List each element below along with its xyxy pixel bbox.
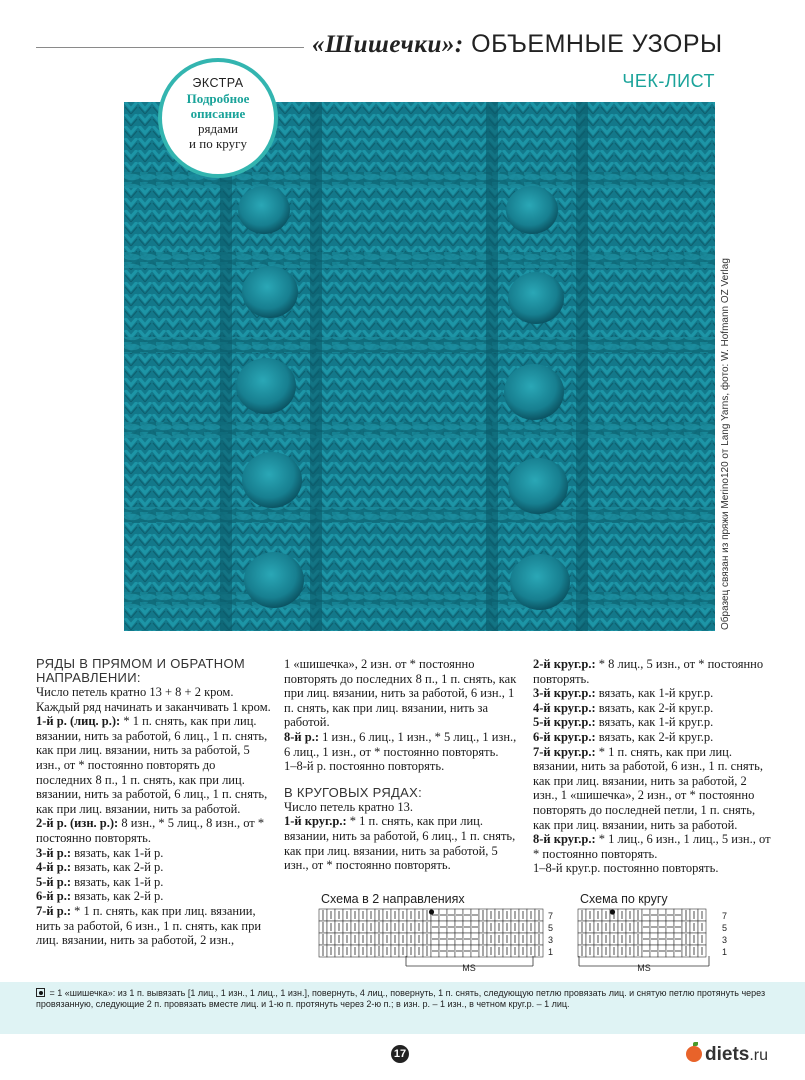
- flat-chart-bobble-symbol: [429, 909, 434, 914]
- row-5-label: 5-й р.:: [36, 874, 71, 889]
- round-7-label: 7-й круг.р.:: [533, 744, 596, 759]
- round-chart: [577, 908, 742, 972]
- knitting-sample-photo: [124, 102, 715, 631]
- round-8-text: * 1 лиц., 6 изн., 1 лиц., 5 изн., от * постоянно повторять.: [533, 832, 771, 861]
- round-5-text: вязать, как 1-й круг.р.: [595, 715, 714, 730]
- page-title-rest: ОБЪЕМНЫЕ УЗОРЫ: [471, 30, 723, 58]
- round-1-instruction: [284, 814, 520, 872]
- row-1-instruction: [36, 714, 274, 816]
- round-3-text: вязать, как 1-й круг.р.: [595, 686, 714, 701]
- instructions-column-2: [284, 657, 520, 873]
- row-6-label: 6-й р.:: [36, 889, 71, 904]
- round-8-label: 8-й круг.р.:: [533, 832, 596, 847]
- round-8-instruction: [533, 832, 773, 861]
- row-7-instruction: [36, 904, 274, 948]
- round-chart-title: Схема по кругу: [580, 892, 668, 906]
- round-5-instruction: [533, 715, 773, 730]
- round-2-label: 2-й круг.р.:: [533, 657, 596, 671]
- round-chart-cells: [578, 909, 706, 957]
- row-1-text: * 1 п. снять, как при лиц. вязании, нить за работой, 6 лиц., 1 п. снять, как при лиц. вязании, нить за работой, 5 изн., от * постоянно повторять до последних 8 п., 1 п. снять, как при лиц. вязании, нить за работой, 6 лиц., 1 п. снять, как при лиц. вязании, нить за работой.: [36, 714, 268, 816]
- row-8-text: 1 изн., 6 лиц., 1 изн., * 5 лиц., 1 изн., 6 лиц., 1 изн., от * постоянно повторять.: [284, 729, 517, 759]
- row-3-text: вязать, как 1-й р.: [70, 845, 164, 860]
- round-7-instruction: [533, 745, 773, 833]
- row-2-instruction: [36, 816, 274, 845]
- row-6-instruction: [36, 889, 274, 904]
- row-4-label: 4-й р.:: [36, 860, 71, 875]
- page-title-pattern-name: «Шишечки»:: [312, 31, 464, 58]
- round-chart-row-5: 5: [722, 923, 728, 933]
- checklist-label: ЧЕК-ЛИСТ: [622, 71, 715, 91]
- row-3-instruction: [36, 846, 274, 861]
- page-title: [312, 30, 723, 59]
- badge-line-1: Подробное: [186, 91, 250, 106]
- row-7-text: * 1 п. снять, как при лиц. вязании, нить за работой, 6 изн., 1 п. снять, как при лиц. вязании, нить за работой, 2 изн.,: [36, 903, 262, 948]
- row-7-label: 7-й р.:: [36, 903, 71, 918]
- round-6-text: вязать, как 2-й круг.р.: [595, 729, 714, 744]
- round-4-label: 4-й круг.р.:: [533, 700, 596, 715]
- section-gap: [284, 774, 520, 786]
- row-2-label: 2-й р. (изн. р.):: [36, 816, 119, 831]
- badge-line-3: рядами: [197, 121, 239, 136]
- round-2-instruction: [533, 657, 773, 686]
- round-1-label: 1-й круг.р.:: [284, 814, 347, 829]
- badge-extra-label: ЭКСТРА: [192, 76, 244, 90]
- round-7-text: * 1 п. снять, как при лиц. вязании, нить за работой, 6 изн., 1 п. снять, как при лиц. вязании, нить за работой, 2 изн., 1 «шишечка», 2 изн., от * постоянно повторять до последней петли, 1 п. снять, как при лиц. вязании, нить за работой.: [533, 744, 763, 832]
- round-chart-ms-label: MS: [637, 963, 651, 972]
- row-2-text: 8 изн., * 5 лиц., 8 изн., от * постоянно повторять.: [36, 816, 265, 845]
- round-3-instruction: [533, 686, 773, 701]
- site-name: diets: [705, 1044, 750, 1065]
- flat-chart-row-7: 7: [548, 911, 554, 921]
- flat-chart-title: Схема в 2 направлениях: [321, 892, 465, 906]
- flat-chart-row-3: 3: [548, 935, 554, 945]
- site-domain: .ru: [749, 1047, 769, 1064]
- page-number: 17: [391, 1045, 409, 1063]
- row-7-continuation: 1 «шишечка», 2 изн. от * постоянно повторять до последних 8 п., 1 п. снять, как при лиц. вязании, нить за работой, 6 изн., 1 п. снять, как при лиц. вязании, нить за работой.: [284, 657, 517, 730]
- bobble-symbol-icon: [36, 988, 45, 997]
- flat-chart-cells: [319, 909, 543, 957]
- row-1-label: 1-й р. (лиц. р.):: [36, 714, 121, 729]
- round-2-text: * 8 лиц., 5 изн., от * постоянно повторять.: [533, 657, 764, 686]
- bobble-legend: [36, 988, 776, 1009]
- flat-rows-heading-line-2: НАПРАВЛЕНИИ:: [36, 670, 141, 685]
- round-3-label: 3-й круг.р.:: [533, 686, 596, 701]
- header-rule: [36, 47, 304, 48]
- badge-line-4: и по кругу: [189, 136, 247, 151]
- row-5-text: вязать, как 1-й р.: [70, 874, 164, 889]
- round-chart-grid: [577, 908, 742, 972]
- row-3-label: 3-й р.:: [36, 845, 71, 860]
- extra-badge: [158, 58, 278, 178]
- flat-chart-ms-label: MS: [462, 963, 476, 972]
- row-6-text: вязать, как 2-й р.: [70, 889, 164, 904]
- row-4-text: вязать, как 2-й р.: [70, 860, 164, 875]
- flat-chart: [318, 908, 563, 972]
- row-4-instruction: [36, 860, 274, 875]
- flat-chart-row-1: 1: [548, 947, 554, 957]
- apple-icon: [686, 1046, 702, 1062]
- flat-chart-row-5: 5: [548, 923, 554, 933]
- flat-repeat-note: 1–8-й р. постоянно повторять.: [284, 759, 445, 774]
- round-5-label: 5-й круг.р.:: [533, 715, 596, 730]
- bobble-legend-text: = 1 «шишечка»: из 1 п. вывязать [1 лиц., 1 изн., 1 лиц., 1 изн.], повернуть, 4 лиц., повернуть, 1 п. снять, следующую петлю провязать лиц. и снятую петлю протянуть через провязанную, следующие 2 п. провязать вместе лиц. и 1-ю п. протянуть через 2-ю п.; в изн. р. – 1 изн., в четном круг.р. – 1 лиц.: [36, 988, 766, 1009]
- round-intro: Число петель кратно 13.: [284, 799, 413, 814]
- flat-chart-grid: [318, 908, 563, 972]
- instructions-column-3: [533, 657, 773, 876]
- round-4-text: вязать, как 2-й круг.р.: [595, 700, 714, 715]
- photo-credit-text: Образец связан из пряжи Merino120 от Lang Yarns, фото: W. Hofmann OZ Verlag: [720, 258, 731, 630]
- knit-texture: [124, 102, 715, 631]
- flat-rows-heading-line-1: РЯДЫ В ПРЯМОМ И ОБРАТНОМ: [36, 656, 246, 671]
- round-6-instruction: [533, 730, 773, 745]
- round-chart-bobble-symbol: [610, 909, 615, 914]
- round-chart-row-7: 7: [722, 911, 728, 921]
- round-rows-heading: В КРУГОВЫХ РЯДАХ:: [284, 784, 423, 800]
- badge-line-2: описание: [190, 106, 246, 121]
- instructions-column-1: [36, 657, 274, 948]
- round-1-text: * 1 п. снять, как при лиц. вязании, нить за работой, 6 лиц., 1 п. снять, как при лиц. вязании, нить за работой, 5 изн., от * постоянно повторять.: [284, 814, 516, 873]
- row-5-instruction: [36, 875, 274, 890]
- row-8-instruction: [284, 730, 520, 759]
- round-repeat-note: 1–8-й круг.р. постоянно повторять.: [533, 861, 719, 876]
- round-chart-row-3: 3: [722, 935, 728, 945]
- site-logo[interactable]: [686, 1044, 768, 1066]
- round-4-instruction: [533, 701, 773, 716]
- photo-credit: [720, 250, 736, 630]
- round-6-label: 6-й круг.р.:: [533, 729, 596, 744]
- row-8-label: 8-й р.:: [284, 729, 319, 744]
- round-chart-row-1: 1: [722, 947, 728, 957]
- flat-intro: Число петель кратно 13 + 8 + 2 кром. Каждый ряд начинать и заканчивать 1 кром.: [36, 685, 271, 714]
